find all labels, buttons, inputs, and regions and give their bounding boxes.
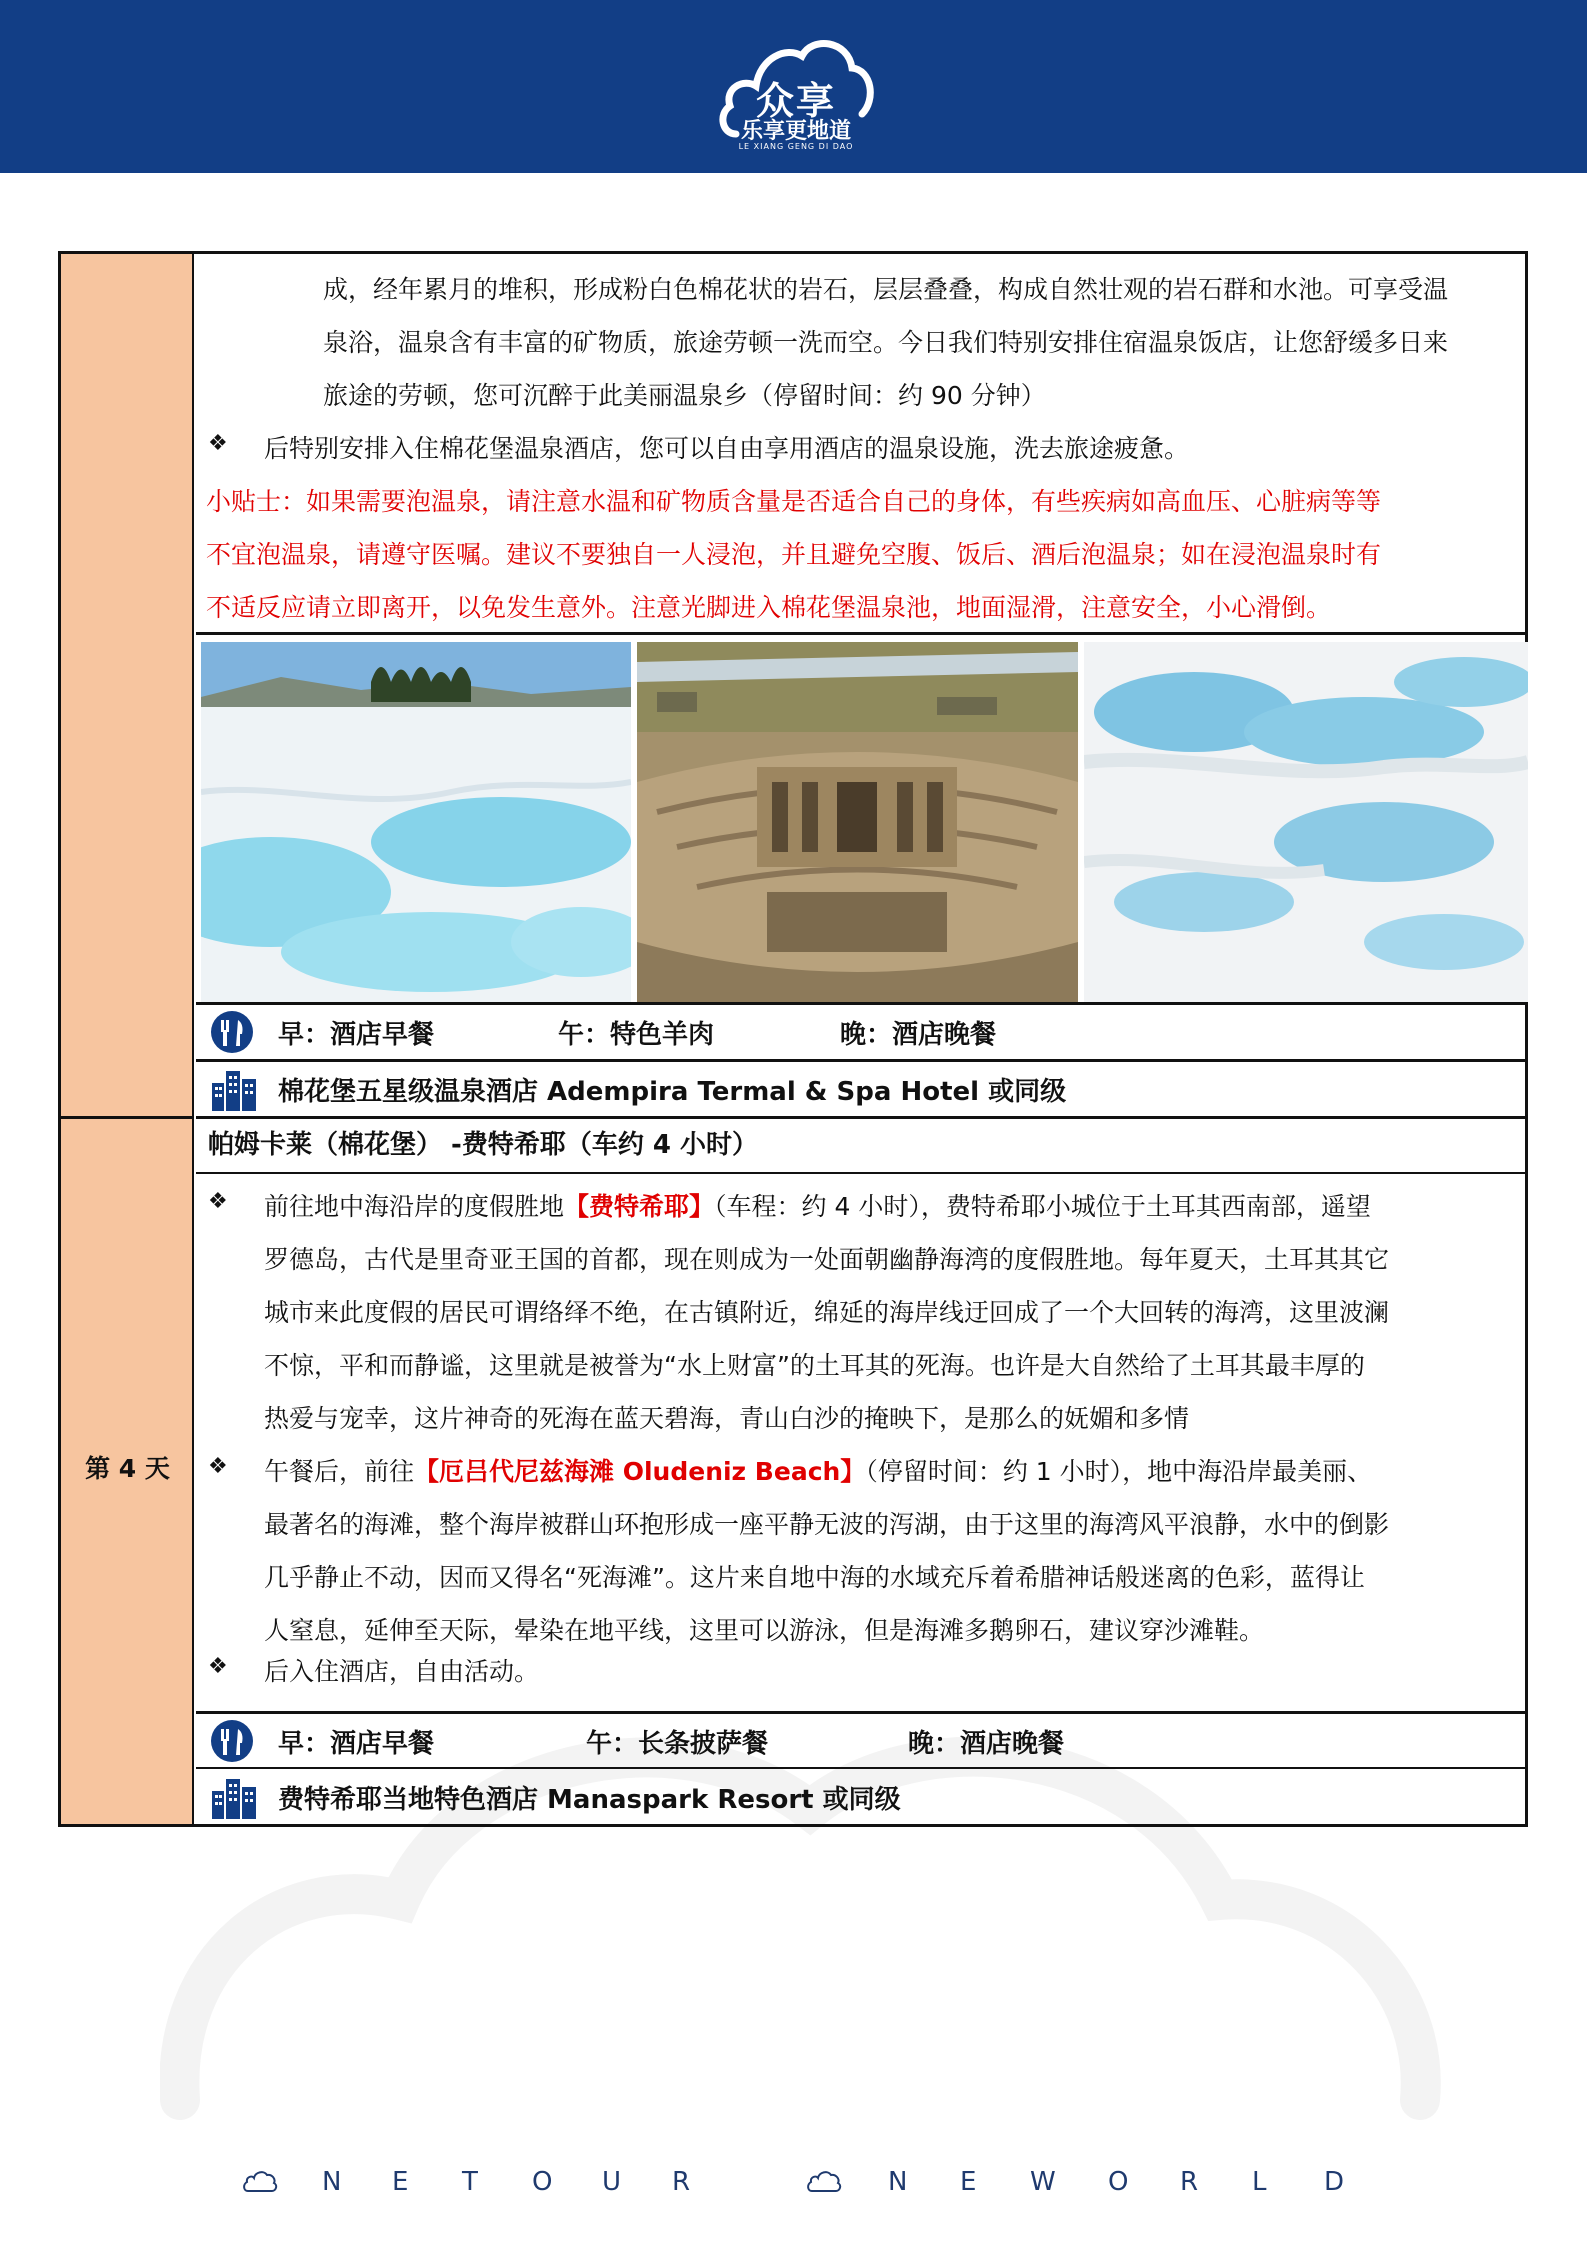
header-band	[0, 0, 1587, 173]
logo-pinyin-text: LE XIANG GENG DI DAO	[738, 142, 854, 151]
day4-route-title: 帕姆卡莱（棉花堡） -费特希耶（车约 4 小时）	[208, 1130, 759, 1160]
text-segment: （车程：约 4 小时），费特希耶小城位于土耳其西南部，遥望	[714, 1192, 1371, 1221]
itinerary-table	[58, 251, 1528, 1827]
bullet-icon: ❖	[208, 1654, 228, 1679]
row-divider	[196, 1172, 1528, 1174]
hotel-building-icon	[210, 1067, 258, 1111]
day-divider	[61, 1116, 194, 1119]
dinner-text: 晚：酒店晚餐	[908, 1729, 1065, 1759]
text-line: 泉浴，温泉含有丰富的矿物质，旅途劳顿一洗而空。今日我们特别安排住宿温泉饭店，让您舒缓多日来	[323, 328, 1449, 357]
day4-bullet-fethiye	[264, 1180, 1389, 1445]
hierapolis-theatre-photo	[637, 642, 1078, 1002]
text-line: 成，经年累月的堆积，形成粉白色棉花状的岩石，层层叠叠，构成自然壮观的岩石群和水池。可享受温	[323, 275, 1449, 304]
cloud-icon	[242, 2169, 278, 2195]
lunch-text: 午：长条披萨餐	[586, 1729, 769, 1759]
breakfast-text: 早：酒店早餐	[278, 1020, 435, 1050]
footer-letter: N	[322, 2167, 342, 2197]
day4-route-row	[196, 1119, 1528, 1175]
logo-sub-text: 乐享更地道	[740, 119, 851, 144]
day4-meals-row	[196, 1713, 1528, 1769]
day4-hotel-name: 费特希耶当地特色酒店 Manaspark Resort 或同级	[278, 1785, 901, 1815]
travertine-pools-photo	[1084, 642, 1528, 1002]
logo-main-text: 众享	[755, 79, 836, 123]
footer-letter: N	[888, 2167, 908, 2197]
text-line: 后入住酒店，自由活动。	[264, 1657, 540, 1686]
text-line: 不宜泡温泉，请遵守医嘱。建议不要独自一人浸泡，并且避免空腹、饭后、酒后泡温泉；如在浸泡温泉时有	[206, 540, 1382, 569]
text-line: 罗德岛，古代是里奇亚王国的首都，现在则成为一处面朝幽静海湾的度假胜地。每年夏天，土耳其其它	[264, 1245, 1390, 1274]
day3-hotel-name: 棉花堡五星级温泉酒店 Adempira Termal & Spa Hotel 或同级	[278, 1077, 1067, 1107]
photo-strip	[196, 634, 1528, 1002]
breakfast-text: 早：酒店早餐	[278, 1729, 435, 1759]
text-line: 不适反应请立即离开，以免发生意外。注意光脚进入棉花堡温泉池，地面湿滑，注意安全，小心滑倒。	[206, 593, 1332, 622]
pamukkale-terraces-photo	[201, 642, 631, 1002]
footer-letter: L	[1252, 2167, 1267, 2197]
cloud-icon	[806, 2169, 842, 2195]
footer-letter: W	[1030, 2167, 1056, 2197]
text-segment: 午餐后，前往	[264, 1457, 415, 1486]
dining-icon	[210, 1010, 254, 1054]
day3-hotel-row	[196, 1061, 1528, 1117]
hotel-building-icon	[210, 1775, 258, 1819]
footer-tagline	[240, 2165, 1360, 2205]
fethiye-highlight: 【费特希耶】	[564, 1192, 715, 1221]
footer-letter: R	[672, 2167, 691, 2197]
footer-letter: E	[960, 2167, 977, 2197]
text-line: 不惊，平和而静谧，这里就是被誉为“水上财富”的土耳其的死海。也许是大自然给了土耳其最丰厚的	[264, 1351, 1365, 1380]
text-line: 热爱与宠幸，这片神奇的死海在蓝天碧海，青山白沙的掩映下，是那么的妩媚和多情	[264, 1404, 1190, 1433]
text-line: 旅途的劳顿，您可沉醉于此美丽温泉乡（停留时间：约 90 分钟）	[323, 381, 1046, 410]
day-4-label: 第 4 天	[85, 1454, 170, 1483]
day4-bullet-oludeniz	[264, 1445, 1389, 1657]
text-line	[264, 1445, 1389, 1498]
footer-letter: T	[462, 2167, 478, 2197]
day3-meals-row	[196, 1004, 1528, 1060]
day4-bullet-hotel	[264, 1645, 539, 1698]
day3-intro-paragraph	[323, 263, 1448, 422]
text-segment: （停留时间：约 1 小时），地中海沿岸最美丽、	[865, 1457, 1373, 1486]
text-line: 人窒息，延伸至天际，晕染在地平线，这里可以游泳，但是海滩多鹅卵石，建议穿沙滩鞋。	[264, 1616, 1265, 1645]
footer-letter: O	[1108, 2167, 1129, 2197]
day3-hotel-note	[264, 422, 1189, 475]
bullet-icon: ❖	[208, 1454, 228, 1479]
dining-icon	[210, 1719, 254, 1763]
bullet-icon: ❖	[208, 1189, 228, 1214]
text-line: 最著名的海滩，整个海岸被群山环抱形成一座平静无波的泻湖，由于这里的海湾风平浪静，水中的倒影	[264, 1510, 1390, 1539]
day4-hotel-row	[196, 1769, 1528, 1825]
footer-letter: D	[1324, 2167, 1345, 2197]
company-logo	[716, 22, 876, 152]
footer-letter: U	[602, 2167, 622, 2197]
footer-letter: E	[392, 2167, 409, 2197]
bullet-icon: ❖	[208, 431, 228, 456]
text-segment: 前往地中海沿岸的度假胜地	[264, 1192, 565, 1221]
text-line: 几乎静止不动，因而又得名“死海滩”。这片来自地中海的水域充斥着希腊神话般迷离的色彩，蓝得让	[264, 1563, 1365, 1592]
lunch-text: 午：特色羊肉	[558, 1020, 715, 1050]
text-line	[264, 1180, 1389, 1233]
text-line: 小贴士：如果需要泡温泉，请注意水温和矿物质含量是否适合自己的身体，有些疾病如高血压、心脏病等等	[206, 487, 1382, 516]
footer-letter: R	[1180, 2167, 1199, 2197]
dinner-text: 晚：酒店晚餐	[840, 1020, 997, 1050]
text-line: 后特别安排入住棉花堡温泉酒店，您可以自由享用酒店的温泉设施，洗去旅途疲惫。	[264, 434, 1190, 463]
day-column	[61, 254, 194, 1824]
footer-letter: O	[532, 2167, 553, 2197]
text-line: 城市来此度假的居民可谓络绎不绝，在古镇附近，绵延的海岸线迂回成了一个大回转的海湾，这里波澜	[264, 1298, 1390, 1327]
oludeniz-highlight: 【厄吕代尼兹海滩 Oludeniz Beach】	[414, 1457, 866, 1486]
day3-tip-paragraph	[206, 475, 1381, 634]
itinerary-content	[196, 254, 1528, 1824]
